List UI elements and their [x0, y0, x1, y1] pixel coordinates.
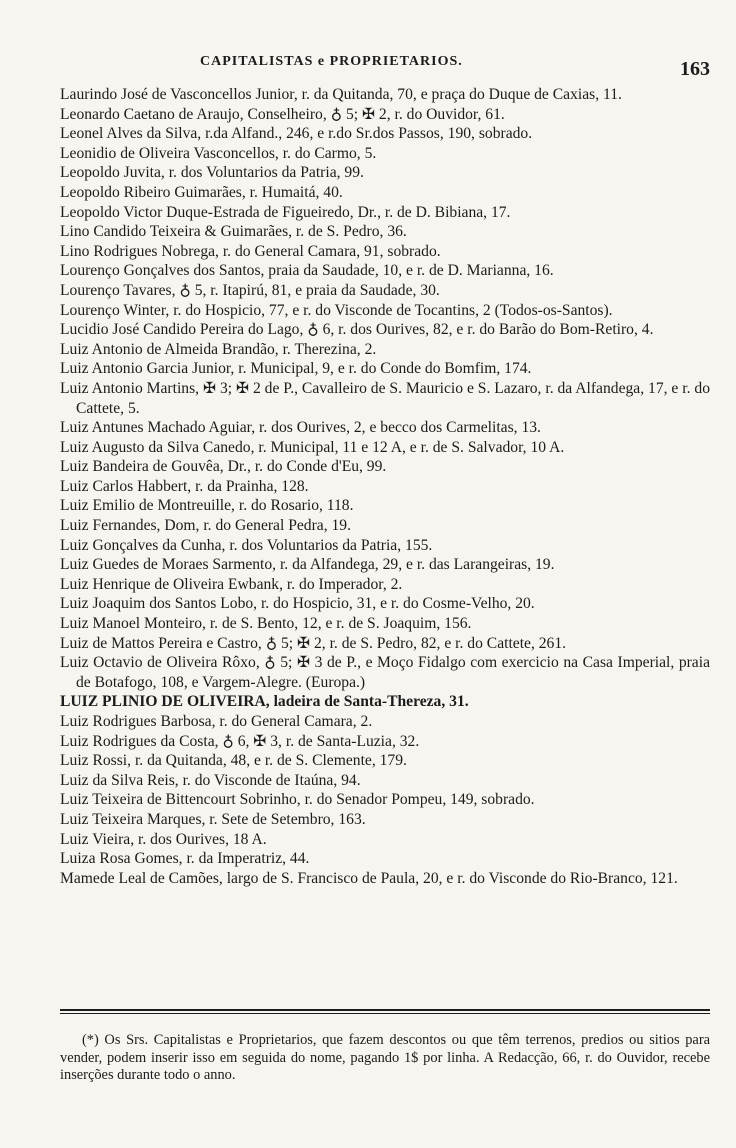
directory-entry: Lourenço Tavares, ♁ 5, r. Itapirú, 81, e praia da Saudade, 30. — [60, 281, 440, 299]
directory-entry: Luiz Joaquim dos Santos Lobo, r. do Hospicio, 31, e r. do Cosme-Velho, 20. — [60, 595, 535, 613]
directory-entry: Luiz Antonio de Almeida Brandão, r. Therezina, 2. — [60, 340, 377, 358]
footnote-divider-thin — [60, 1013, 710, 1014]
directory-entry: Lucidio José Candido Pereira do Lago, ♁ 6, r. dos Ourives, 82, e r. do Barão do Bom-Retiro, 4. — [60, 321, 654, 339]
directory-entry: LUIZ PLINIO DE OLIVEIRA, ladeira de Santa-Thereza, 31. — [60, 693, 469, 711]
directory-entry: Luiz Teixeira de Bittencourt Sobrinho, r. do Senador Pompeu, 149, sobrado. — [60, 791, 535, 809]
directory-entry: Luiz de Mattos Pereira e Castro, ♁ 5; ✠ 2, r. de S. Pedro, 82, e r. do Cattete, 261. — [60, 634, 567, 652]
directory-entry: Luiz da Silva Reis, r. do Visconde de Itaúna, 94. — [60, 771, 361, 789]
directory-entry: Luiz Antonio Garcia Junior, r. Municipal, 9, e r. do Conde do Bomfim, 174. — [60, 360, 532, 378]
directory-entry: Mamede Leal de Camões, largo de S. Francisco de Paula, 20, e r. do Visconde do Rio-Branco, 121. — [60, 869, 678, 887]
running-head: CAPITALISTAS e PROPRIETARIOS. — [200, 54, 463, 69]
directory-entry: Luiz Vieira, r. dos Ourives, 18 A. — [60, 830, 267, 848]
directory-entry: Luiz Fernandes, Dom, r. do General Pedra, 19. — [60, 517, 352, 535]
directory-entry: Leopoldo Ribeiro Guimarães, r. Humaitá, 40. — [60, 183, 343, 201]
directory-entry: Leopoldo Juvita, r. dos Voluntarios da Patria, 99. — [60, 164, 364, 182]
directory-entry: Lino Rodrigues Nobrega, r. do General Camara, 91, sobrado. — [60, 242, 441, 260]
directory-entry: Luiz Bandeira de Gouvêa, Dr., r. do Conde d'Eu, 99. — [60, 458, 387, 476]
directory-entry: Luiz Manoel Monteiro, r. de S. Bento, 12, e r. de S. Joaquim, 156. — [60, 615, 472, 633]
directory-entry: Luiz Augusto da Silva Canedo, r. Municipal, 11 e 12 A, e r. de S. Salvador, 10 A. — [60, 438, 565, 456]
directory-entry: Laurindo José de Vasconcellos Junior, r. da Quitanda, 70, e praça do Duque de Caxias, 11. — [60, 86, 622, 103]
directory-entry: Luiza Rosa Gomes, r. da Imperatriz, 44. — [60, 850, 310, 868]
directory-entry: Leonardo Caetano de Araujo, Conselheiro, ♁ 5; ✠ 2, r. do Ouvidor, 61. — [60, 105, 505, 123]
directory-entry: Luiz Rossi, r. da Quitanda, 48, e r. de S. Clemente, 179. — [60, 752, 407, 770]
page-header — [60, 54, 710, 84]
directory-entry: Luiz Octavio de Oliveira Rôxo, ♁ 5; ✠ 3 de P., e Moço Fidalgo com exercicio na Casa Imperial, praia de Botafogo, 108, e Vargem-Alegre. (Europa.) — [60, 654, 710, 691]
directory-entries — [60, 85, 710, 888]
directory-entry: Leonel Alves da Silva, r.da Alfand., 246, e r.do Sr.dos Passos, 190, sobrado. — [60, 125, 533, 143]
directory-entry: Lourenço Winter, r. do Hospicio, 77, e r. do Visconde de Tocantins, 2 (Todos-os-Santos). — [60, 301, 613, 319]
directory-entry: Leopoldo Victor Duque-Estrada de Figueiredo, Dr., r. de D. Bibiana, 17. — [60, 203, 511, 221]
directory-entry: Leonidio de Oliveira Vasconcellos, r. do Carmo, 5. — [60, 144, 377, 162]
directory-entry: Luiz Carlos Habbert, r. da Prainha, 128. — [60, 477, 309, 495]
directory-entry: Lino Candido Teixeira & Guimarães, r. de S. Pedro, 36. — [60, 223, 407, 241]
footnote-divider — [60, 1009, 710, 1011]
page-number: 163 — [680, 58, 710, 80]
footnote: (*) Os Srs. Capitalistas e Proprietarios, que fazem descontos ou que têm terrenos, predios ou sitios para vender, podem inserir isso em seguida do nome, pagando 1$ por linha. A Redacção, 66, r. do Ouvidor, recebe inserções durante todo o anno. — [60, 1032, 710, 1084]
directory-entry: Luiz Henrique de Oliveira Ewbank, r. do Imperador, 2. — [60, 575, 403, 593]
directory-entry: Luiz Emilio de Montreuille, r. do Rosario, 118. — [60, 497, 354, 515]
directory-entry: Lourenço Gonçalves dos Santos, praia da Saudade, 10, e r. de D. Marianna, 16. — [60, 262, 554, 280]
directory-entry: Luiz Guedes de Moraes Sarmento, r. da Alfandega, 29, e r. das Larangeiras, 19. — [60, 556, 555, 574]
directory-entry: Luiz Teixeira Marques, r. Sete de Setembro, 163. — [60, 810, 366, 828]
directory-entry: Luiz Rodrigues da Costa, ♁ 6, ✠ 3, r. de Santa-Luzia, 32. — [60, 732, 420, 750]
directory-entry: Luiz Antunes Machado Aguiar, r. dos Ourives, 2, e becco dos Carmelitas, 13. — [60, 419, 541, 437]
directory-entry: Luiz Gonçalves da Cunha, r. dos Voluntarios da Patria, 155. — [60, 536, 433, 554]
directory-entry: Luiz Rodrigues Barbosa, r. do General Camara, 2. — [60, 713, 373, 730]
directory-entry: Luiz Antonio Martins, ✠ 3; ✠ 2 de P., Cavalleiro de S. Mauricio e S. Lazaro, r. da Alfandega, 17, e r. do Cattete, 5. — [60, 379, 710, 417]
